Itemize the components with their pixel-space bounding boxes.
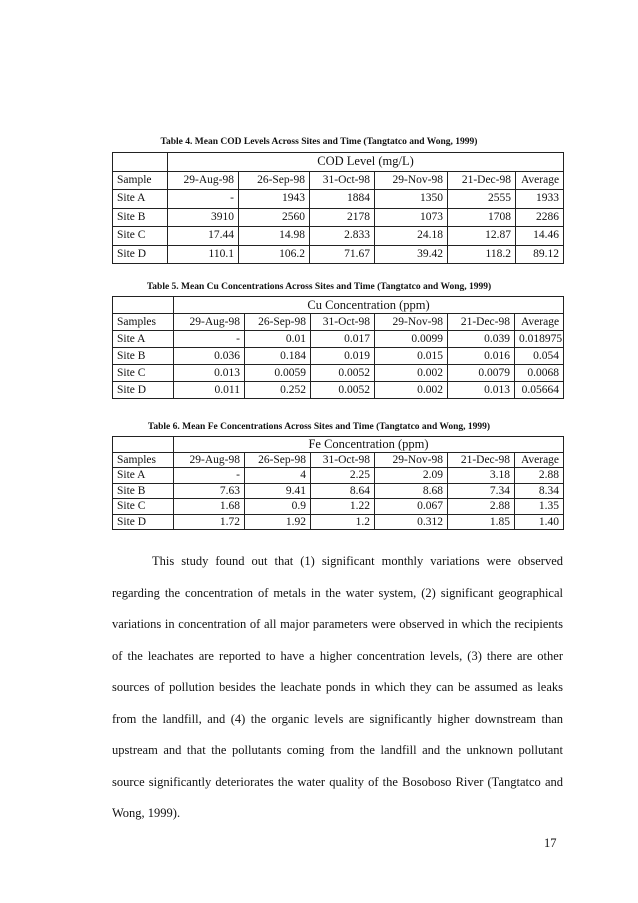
table-cell: 1.2: [311, 514, 375, 530]
table-cell: 0.017: [311, 331, 375, 348]
table-cell: -: [174, 468, 245, 484]
column-header: 29-Nov-98: [375, 314, 448, 331]
table-5-header: Cu Concentration (ppm): [174, 297, 564, 314]
column-header: 31-Oct-98: [311, 452, 375, 468]
body-paragraph: [112, 546, 563, 830]
table-cell: -: [168, 190, 239, 209]
table-cell: 1933: [516, 190, 564, 209]
table-cell: 24.18: [375, 227, 448, 246]
table-row: [113, 348, 564, 365]
table-cell: Site C: [113, 499, 174, 515]
table-row: [113, 331, 564, 348]
table-cell: 0.0068: [515, 365, 564, 382]
table-cell: Site A: [113, 331, 174, 348]
table-cell: 1943: [239, 190, 310, 209]
table-row: [113, 190, 564, 209]
column-header: 29-Nov-98: [375, 171, 448, 190]
table-cell: 3910: [168, 208, 239, 227]
table-4-header-row: [113, 153, 564, 172]
table-cell: Site B: [113, 483, 174, 499]
table-cell: 0.0059: [245, 365, 311, 382]
table-cell: 8.34: [515, 483, 564, 499]
table-cell: 0.0099: [375, 331, 448, 348]
column-header: 21-Dec-98: [448, 314, 515, 331]
table-cell: 0.054: [515, 348, 564, 365]
table-cell: 1708: [448, 208, 516, 227]
table-cell: 0.002: [375, 365, 448, 382]
table-6-column-row: [113, 452, 564, 468]
table-cell: Site C: [113, 365, 174, 382]
table-cell: 2.25: [311, 468, 375, 484]
column-header: 31-Oct-98: [311, 314, 375, 331]
table-cell: 1.92: [245, 514, 311, 530]
table-4-header: COD Level (mg/L): [168, 153, 564, 172]
table-cell: 0.036: [174, 348, 245, 365]
column-header: 26-Sep-98: [239, 171, 310, 190]
table-cell: 0.039: [448, 331, 515, 348]
table-cell: 12.87: [448, 227, 516, 246]
column-header: 29-Aug-98: [174, 452, 245, 468]
table-cell: Site A: [113, 468, 174, 484]
column-header: Samples: [113, 314, 174, 331]
table-cell: 2.88: [515, 468, 564, 484]
table-row: [113, 208, 564, 227]
table-cell: 2286: [516, 208, 564, 227]
column-header: 29-Nov-98: [375, 452, 448, 468]
column-header: 21-Dec-98: [448, 452, 515, 468]
table-cell: 1073: [375, 208, 448, 227]
table-cell: 0.312: [375, 514, 448, 530]
table-cell: 0.013: [174, 365, 245, 382]
table-cell: 89.12: [516, 245, 564, 264]
table-cell: 1.22: [311, 499, 375, 515]
table-6-header-row: [113, 437, 564, 453]
table-cell: 0.019: [311, 348, 375, 365]
table-cell: 1.40: [515, 514, 564, 530]
column-header: 29-Aug-98: [168, 171, 239, 190]
table-cell: 2.833: [310, 227, 375, 246]
table-cell: Site B: [113, 348, 174, 365]
table-cell: Site B: [113, 208, 168, 227]
table-cell: 14.98: [239, 227, 310, 246]
column-header: Samples: [113, 452, 174, 468]
table-cell: 0.0052: [311, 365, 375, 382]
table-cell: 7.34: [448, 483, 515, 499]
table-cell: 2555: [448, 190, 516, 209]
table-cell: 17.44: [168, 227, 239, 246]
table-cell: 8.64: [311, 483, 375, 499]
table-5-column-row: [113, 314, 564, 331]
table-cell: 1.72: [174, 514, 245, 530]
table-cell: 110.1: [168, 245, 239, 264]
table-row: [113, 483, 564, 499]
table-cell: 0.0052: [311, 382, 375, 399]
table-5-header-row: [113, 297, 564, 314]
table-cell: 4: [245, 468, 311, 484]
table-row: [113, 468, 564, 484]
table-cell: 0.013: [448, 382, 515, 399]
column-header: 31-Oct-98: [310, 171, 375, 190]
table-cell: 0.05664: [515, 382, 564, 399]
table-cell: 2.88: [448, 499, 515, 515]
table-cell: 0.067: [375, 499, 448, 515]
table-cell: Site D: [113, 245, 168, 264]
column-header: 26-Sep-98: [245, 314, 311, 331]
column-header: Sample: [113, 171, 168, 190]
table-4-column-row: [113, 171, 564, 190]
table-6-header: Fe Concentration (ppm): [174, 437, 564, 453]
table-cell: 7.63: [174, 483, 245, 499]
table-5-caption: Table 5. Mean Cu Concentrations Across Sites and Time (Tangtatco and Wong, 1999): [146, 282, 492, 292]
table-cell: 1.85: [448, 514, 515, 530]
column-header: 21-Dec-98: [448, 171, 516, 190]
table-cell: 0.015: [375, 348, 448, 365]
table-cell: 0.011: [174, 382, 245, 399]
table-5: [112, 296, 564, 399]
table-cell: 1884: [310, 190, 375, 209]
table-cell: 0.0079: [448, 365, 515, 382]
table-cell: 118.2: [448, 245, 516, 264]
table-cell: Site D: [113, 382, 174, 399]
column-header: Average: [515, 314, 564, 331]
table-cell: 14.46: [516, 227, 564, 246]
table-row: [113, 245, 564, 264]
table-cell: 9.41: [245, 483, 311, 499]
table-cell: 1350: [375, 190, 448, 209]
table-cell: 106.2: [239, 245, 310, 264]
table-cell: 71.67: [310, 245, 375, 264]
table-cell: 0.252: [245, 382, 311, 399]
table-cell: 8.68: [375, 483, 448, 499]
table-4-caption: Table 4. Mean COD Levels Across Sites and Time (Tangtatco and Wong, 1999): [160, 137, 478, 147]
table-cell: 0.016: [448, 348, 515, 365]
table-cell: 39.42: [375, 245, 448, 264]
table-cell: 2178: [310, 208, 375, 227]
column-header: Average: [516, 171, 564, 190]
table-cell: 0.018975: [515, 331, 564, 348]
table-row: [113, 227, 564, 246]
table-row: [113, 499, 564, 515]
table-row: [113, 365, 564, 382]
paragraph-text: This study found out that (1) significant monthly variations were observed regarding the concentration of metals in the water system, (2) significant geographical variations in concentration of all major parameters were observed in which the recipients of the leachates are reported to have a higher concentration levels, (3) there are other sources of pollution besides the leachate ponds in which they can be assumed as leaks from the landfill, and (4) the organic levels are significantly higher downstream than upstream and that the pollutants coming from the landfill and the unknown pollutant source significantly deteriorates the water quality of the Bosoboso River (Tangtatco and Wong, 1999).: [112, 554, 563, 820]
table-row: [113, 382, 564, 399]
table-cell: 0.9: [245, 499, 311, 515]
column-header: 26-Sep-98: [245, 452, 311, 468]
table-cell: 0.01: [245, 331, 311, 348]
table-cell: 2.09: [375, 468, 448, 484]
column-header: 29-Aug-98: [174, 314, 245, 331]
table-cell: Site D: [113, 514, 174, 530]
table-cell: 2560: [239, 208, 310, 227]
table-cell: 1.68: [174, 499, 245, 515]
table-4: [112, 152, 564, 264]
table-cell: 0.184: [245, 348, 311, 365]
page-number: 17: [544, 836, 557, 850]
table-cell: Site C: [113, 227, 168, 246]
table-cell: -: [174, 331, 245, 348]
table-cell: Site A: [113, 190, 168, 209]
table-cell: 0.002: [375, 382, 448, 399]
table-6: [112, 436, 564, 530]
column-header: Average: [515, 452, 564, 468]
table-6-caption: Table 6. Mean Fe Concentrations Across Sites and Time (Tangtatco and Wong, 1999): [147, 422, 491, 432]
table-row: [113, 514, 564, 530]
table-cell: 3.18: [448, 468, 515, 484]
table-cell: 1.35: [515, 499, 564, 515]
